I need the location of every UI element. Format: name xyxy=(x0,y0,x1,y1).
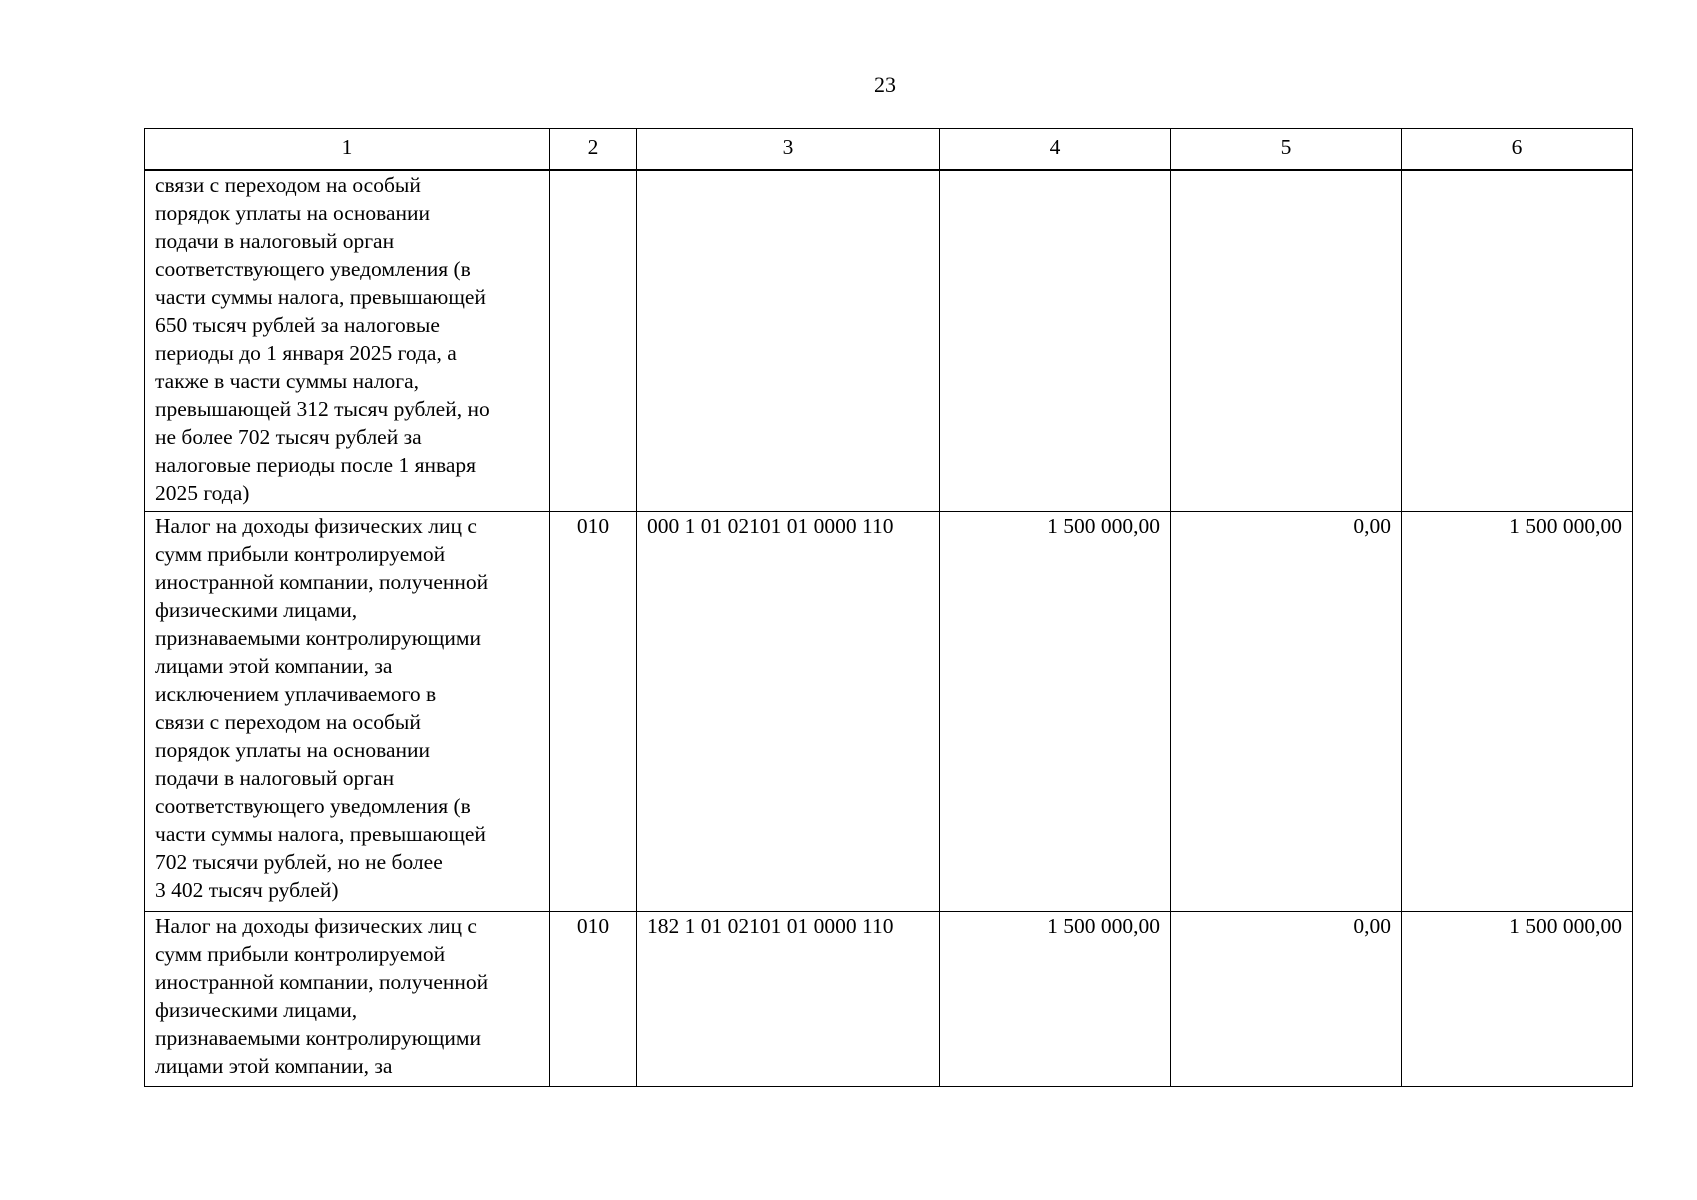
row-description xyxy=(145,170,550,512)
description-line: подачи в налоговый орган xyxy=(155,229,395,253)
column-header-6: 6 xyxy=(1402,129,1633,171)
description-line: связи с переходом на особый xyxy=(155,710,421,734)
description-line: лицами этой компании, за xyxy=(155,654,393,678)
column-header-4: 4 xyxy=(940,129,1171,171)
description-line: Налог на доходы физических лиц с xyxy=(155,514,477,538)
description-line: сумм прибыли контролируемой xyxy=(155,542,446,566)
row-value-col4 xyxy=(940,170,1171,512)
row-value-col6 xyxy=(1402,170,1633,512)
table-row xyxy=(145,170,1633,512)
description-line: Налог на доходы физических лиц с xyxy=(155,914,477,938)
description-line: связи с переходом на особый xyxy=(155,173,421,197)
row-value-col5 xyxy=(1171,170,1402,512)
table-row xyxy=(145,912,1633,1087)
column-header-1: 1 xyxy=(145,129,550,171)
row-kbk-code: 182 1 01 02101 01 0000 110 xyxy=(637,912,940,1087)
row-value-col6: 1 500 000,00 xyxy=(1402,512,1633,912)
row-line-code: 010 xyxy=(550,512,637,912)
description-line: соответствующего уведомления (в xyxy=(155,794,471,818)
description-line: сумм прибыли контролируемой xyxy=(155,942,446,966)
description-line: лицами этой компании, за xyxy=(155,1054,393,1078)
description-line: подачи в налоговый орган xyxy=(155,766,395,790)
description-line: не более 702 тысяч рублей за xyxy=(155,425,422,449)
column-header-5: 5 xyxy=(1171,129,1402,171)
description-line: также в части суммы налога, xyxy=(155,369,420,393)
table-row xyxy=(145,512,1633,912)
description-line: части суммы налога, превышающей xyxy=(155,285,486,309)
description-line: части суммы налога, превышающей xyxy=(155,822,486,846)
description-line: превышающей 312 тысяч рублей, но xyxy=(155,397,490,421)
report-table xyxy=(144,128,1633,1087)
description-line: налоговые периоды после 1 января xyxy=(155,453,477,477)
table-body xyxy=(145,170,1633,1087)
description-line: иностранной компании, полученной xyxy=(155,570,489,594)
column-header-3: 3 xyxy=(637,129,940,171)
description-line: порядок уплаты на основании xyxy=(155,201,431,225)
row-description xyxy=(145,512,550,912)
row-line-code xyxy=(550,170,637,512)
row-kbk-code xyxy=(637,170,940,512)
description-line: порядок уплаты на основании xyxy=(155,738,431,762)
description-line: признаваемыми контролирующими xyxy=(155,1026,481,1050)
row-value-col6: 1 500 000,00 xyxy=(1402,912,1633,1087)
row-line-code: 010 xyxy=(550,912,637,1087)
page-number: 23 xyxy=(874,72,896,97)
row-value-col4: 1 500 000,00 xyxy=(940,512,1171,912)
description-line: иностранной компании, полученной xyxy=(155,970,489,994)
row-value-col5: 0,00 xyxy=(1171,912,1402,1087)
description-line: исключением уплачиваемого в xyxy=(155,682,437,706)
header-row xyxy=(145,129,1633,171)
description-line: признаваемыми контролирующими xyxy=(155,626,481,650)
description-line: 3 402 тысяч рублей) xyxy=(155,878,339,902)
row-kbk-code: 000 1 01 02101 01 0000 110 xyxy=(637,512,940,912)
description-line: 2025 года) xyxy=(155,481,250,505)
description-line: соответствующего уведомления (в xyxy=(155,257,471,281)
table-header xyxy=(145,129,1633,171)
description-line: 650 тысяч рублей за налоговые xyxy=(155,313,440,337)
column-header-2: 2 xyxy=(550,129,637,171)
description-line: физическими лицами, xyxy=(155,998,358,1022)
description-line: периоды до 1 января 2025 года, а xyxy=(155,341,457,365)
row-value-col4: 1 500 000,00 xyxy=(940,912,1171,1087)
row-value-col5: 0,00 xyxy=(1171,512,1402,912)
row-description xyxy=(145,912,550,1087)
description-line: физическими лицами, xyxy=(155,598,358,622)
description-line: 702 тысячи рублей, но не более xyxy=(155,850,443,874)
